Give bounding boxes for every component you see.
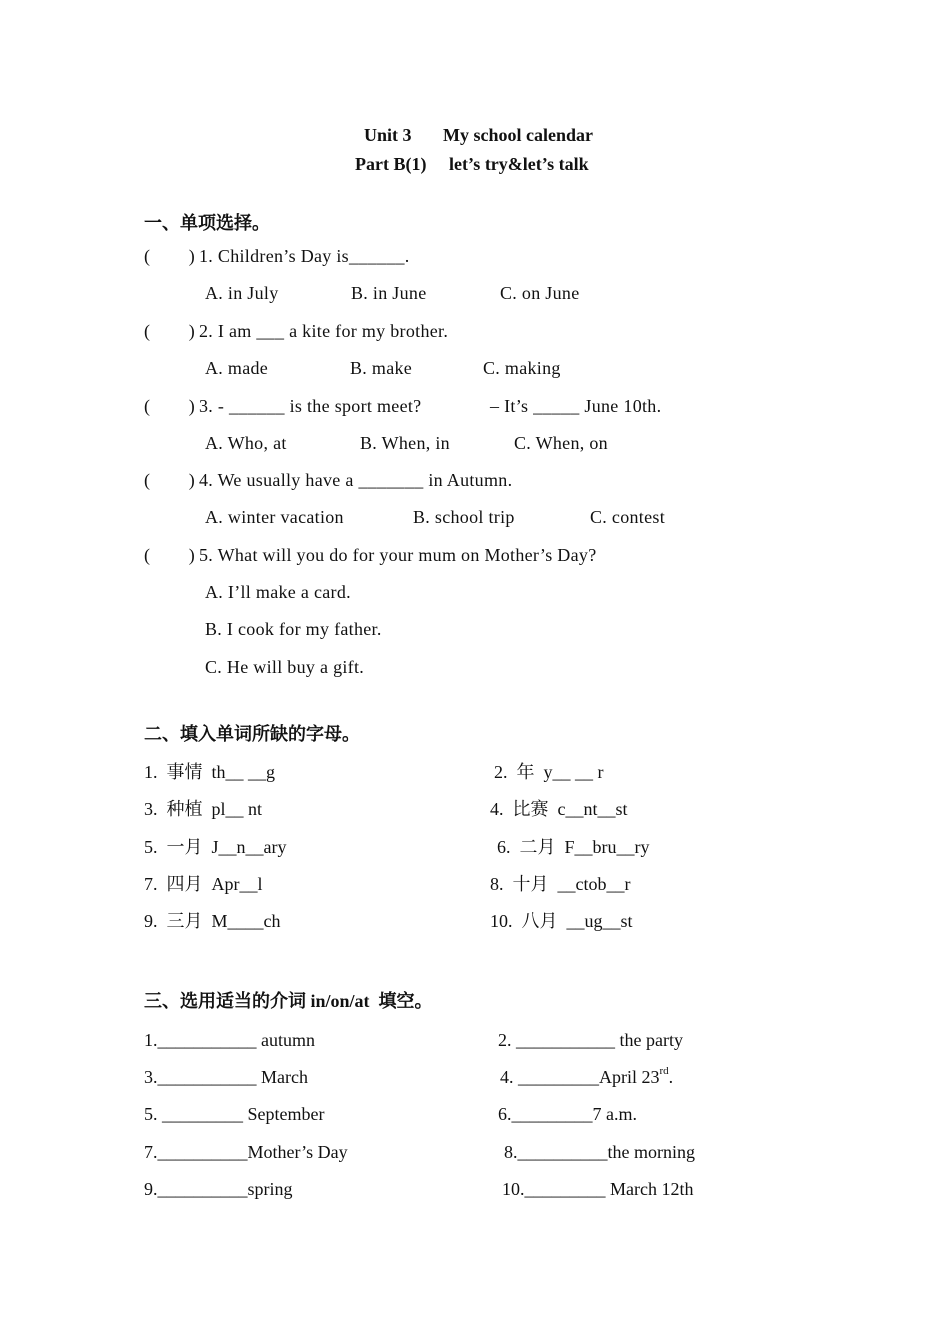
preposition-item: 10._________ March 12th (502, 1179, 694, 1199)
q1-option-b: B. in June (351, 283, 427, 303)
preposition-item: 2. ___________ the party (498, 1030, 683, 1050)
q2-option-c: C. making (483, 358, 561, 378)
q5-paren: ( ) (144, 545, 195, 565)
spelling-item: 8. 十月 __ctob__r (490, 874, 631, 894)
q2-option-b: B. make (350, 358, 413, 378)
title-unit: Unit 3 (364, 125, 412, 145)
spelling-item: 9. 三月 M____ch (144, 911, 281, 931)
q1-option-c: C. on June (500, 283, 580, 303)
section2-heading: 二、填入单词所缺的字母。 (144, 724, 360, 744)
spelling-item: 7. 四月 Apr__l (144, 874, 263, 894)
section3-heading: 三、选用适当的介词 in/on/at 填空。 (144, 991, 433, 1011)
preposition-item: 6._________7 a.m. (498, 1104, 637, 1124)
subtitle-part: Part B(1) (355, 154, 427, 174)
subtitle-name: let’s try&let’s talk (449, 154, 589, 174)
q4-text: 4. We usually have a _______ in Autumn. (199, 470, 513, 490)
preposition-item: 9.__________spring (144, 1179, 293, 1199)
spelling-item: 1. 事情 th__ __g (144, 762, 276, 782)
spelling-item: 3. 种植 pl__ nt (144, 799, 263, 819)
q5-text: 5. What will you do for your mum on Mother’s Day? (199, 545, 597, 565)
preposition-item-4-text: 4. _________April 23 (500, 1067, 660, 1087)
spelling-item: 2. 年 y__ __ r (494, 762, 604, 782)
spelling-item: 5. 一月 J__n__ary (144, 837, 287, 857)
q4-option-c: C. contest (590, 507, 665, 527)
preposition-item: 8.__________the morning (504, 1142, 695, 1162)
q1-text: 1. Children’s Day is______. (199, 246, 410, 266)
q3-option-c: C. When, on (514, 433, 608, 453)
q5-option-b: B. I cook for my father. (205, 619, 382, 639)
q3-option-b: B. When, in (360, 433, 450, 453)
q3-option-a: A. Who, at (205, 433, 287, 453)
q5-option-c: C. He will buy a gift. (205, 657, 365, 677)
q4-paren: ( ) (144, 470, 195, 490)
q2-text: 2. I am ___ a kite for my brother. (199, 321, 449, 341)
q1-paren: ( ) (144, 246, 195, 266)
q4-option-b: B. school trip (413, 507, 515, 527)
preposition-item: 3.___________ March (144, 1067, 308, 1087)
spelling-item: 4. 比赛 c__nt__st (490, 799, 628, 819)
section1-heading: 一、单项选择。 (144, 213, 270, 233)
q3-text: 3. - ______ is the sport meet? (199, 396, 422, 416)
q3-paren: ( ) (144, 396, 195, 416)
q4-option-a: A. winter vacation (205, 507, 344, 527)
spelling-item: 10. 八月 __ug__st (490, 911, 633, 931)
q2-paren: ( ) (144, 321, 195, 341)
preposition-item-4-end: . (668, 1067, 674, 1087)
q5-option-a: A. I’ll make a card. (205, 582, 351, 602)
title-name: My school calendar (443, 125, 593, 145)
preposition-item: 7.__________Mother’s Day (144, 1142, 348, 1162)
preposition-item-4 (500, 1065, 674, 1087)
q1-option-a: A. in July (205, 283, 279, 303)
q2-option-a: A. made (205, 358, 269, 378)
spelling-item: 6. 二月 F__bru__ry (497, 837, 650, 857)
q3-text-answer: – It’s _____ June 10th. (490, 396, 662, 416)
preposition-item: 1.___________ autumn (144, 1030, 315, 1050)
preposition-item: 5. _________ September (144, 1104, 325, 1124)
ordinal-suffix: rd (659, 1065, 669, 1077)
